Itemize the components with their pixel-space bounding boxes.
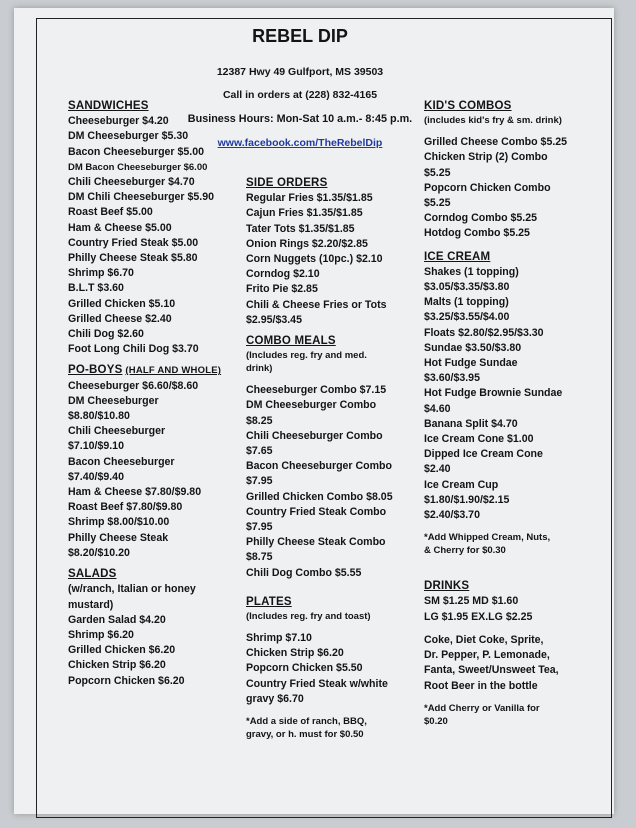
drink-sizes: SM $1.25 MD $1.60: [424, 595, 519, 608]
menu-item: DM Cheeseburger Combo: [246, 399, 377, 412]
ice-cream-addon: *Add Whipped Cream, Nuts,: [424, 532, 551, 544]
menu-item: Shrimp $6.20: [68, 628, 134, 641]
menu-item: Malts (1 topping): [424, 296, 509, 309]
menu-item: Popcorn Chicken Combo: [424, 181, 551, 194]
menu-item: Foot Long Chili Dog $3.70: [68, 343, 199, 356]
menu-item: Root Beer in the bottle: [424, 679, 538, 692]
menu-item: Floats $2.80/$2.95/$3.30: [424, 326, 544, 339]
plates-addon-2: gravy, or h. must for $0.50: [246, 729, 364, 741]
menu-item: Philly Cheese Steak $5.80: [68, 252, 198, 265]
menu-item: Regular Fries $1.35/$1.85: [246, 192, 373, 205]
menu-item: $1.80/$1.90/$2.15: [424, 493, 510, 506]
menu-item: Chicken Strip (2) Combo: [424, 151, 548, 164]
salads-note: (w/ranch, Italian or honey: [68, 583, 196, 596]
kids-combos-note: (includes kid's fry & sm. drink): [424, 115, 562, 127]
menu-item: Chicken Strip $6.20: [68, 659, 166, 672]
middle-column: [246, 176, 421, 741]
menu-item: $4.60: [424, 402, 451, 415]
menu-item: Chili Cheeseburger Combo: [246, 429, 383, 442]
menu-item: Hot Fudge Sundae: [424, 357, 518, 370]
menu-item: Ham & Cheese $5.00: [68, 221, 172, 234]
menu-item: Roast Beef $5.00: [68, 206, 153, 219]
menu-item: Country Fried Steak $5.00: [68, 236, 199, 249]
side-orders-list: [246, 191, 421, 328]
business-hours: Business Hours: Mon-Sat 10 a.m.- 8:45 p.m.: [187, 113, 413, 125]
menu-item: Onion Rings $2.20/$2.85: [246, 237, 368, 250]
combo-meals-note-2: drink): [246, 363, 273, 375]
plates-list: [246, 631, 421, 707]
menu-item: Cheeseburger $4.20: [68, 115, 169, 128]
salads-note-2: mustard): [68, 598, 114, 611]
menu-item: Coke, Diet Coke, Sprite,: [424, 633, 544, 646]
menu-item: $2.40/$3.70: [424, 509, 480, 522]
menu-item: Corn Nuggets (10pc.) $2.10: [246, 253, 383, 266]
combo-meals-heading: COMBO MEALS: [246, 335, 336, 348]
menu-item: Chili Dog Combo $5.55: [246, 566, 362, 579]
menu-item: Shrimp $8.00/$10.00: [68, 516, 170, 529]
drink-sizes-2: LG $1.95 EX.LG $2.25: [424, 610, 533, 623]
menu-item: $3.05/$3.35/$3.80: [424, 281, 510, 294]
menu-item: Ice Cream Cone $1.00: [424, 433, 534, 446]
menu-item: Chili Cheeseburger: [68, 425, 166, 438]
menu-item: $2.95/$3.45: [246, 313, 302, 326]
poboys-heading: PO-BOYS: [68, 364, 123, 377]
plates-addon: *Add a side of ranch, BBQ,: [246, 716, 367, 728]
menu-item: $8.20/$10.20: [68, 546, 130, 559]
menu-item: Country Fried Steak w/white: [246, 677, 388, 690]
menu-item: Bacon Cheeseburger $5.00: [68, 145, 205, 158]
menu-item: Ice Cream Cup: [424, 478, 499, 491]
menu-item: Country Fried Steak Combo: [246, 505, 387, 518]
menu-item: Hotdog Combo $5.25: [424, 227, 530, 240]
menu-item: Roast Beef $7.80/$9.80: [68, 501, 183, 514]
left-column: [68, 99, 243, 689]
menu-item: DM Bacon Cheeseburger $6.00: [68, 161, 208, 173]
menu-item: Corndog $2.10: [246, 268, 320, 281]
menu-item: Bacon Cheeseburger Combo: [246, 460, 392, 473]
menu-item: Popcorn Chicken $5.50: [246, 662, 363, 675]
menu-item: Chili Dog $2.60: [68, 328, 144, 341]
menu-item: Grilled Chicken $6.20: [68, 644, 176, 657]
address: 12387 Hwy 49 Gulfport, MS 39503: [216, 66, 384, 78]
restaurant-title: REBEL DIP: [252, 26, 348, 46]
drinks-heading: DRINKS: [424, 580, 470, 593]
ice-cream-heading: ICE CREAM: [424, 250, 491, 263]
menu-item: Cheeseburger Combo $7.15: [246, 384, 387, 397]
menu-item: Hot Fudge Brownie Sundae: [424, 387, 563, 400]
combo-meals-note: (Includes reg. fry and med.: [246, 350, 367, 362]
menu-item: $7.95: [246, 521, 273, 534]
facebook-link[interactable]: www.facebook.com/TheRebelDip: [217, 137, 383, 149]
menu-item: Bacon Cheeseburger: [68, 455, 175, 468]
phone: Call in orders at (228) 832-4165: [222, 89, 378, 101]
menu-item: $5.25: [424, 166, 451, 179]
menu-item: $3.60/$3.95: [424, 372, 480, 385]
menu-item: B.L.T $3.60: [68, 282, 124, 295]
menu-item: Grilled Chicken $5.10: [68, 297, 176, 310]
menu-item: Cheeseburger $6.60/$8.60: [68, 379, 199, 392]
menu-item: Banana Split $4.70: [424, 417, 518, 430]
menu-item: $7.40/$9.40: [68, 470, 124, 483]
menu-item: Grilled Chicken Combo $8.05: [246, 490, 393, 503]
ice-cream-list: [424, 265, 609, 523]
menu-item: Fanta, Sweet/Unsweet Tea,: [424, 664, 559, 677]
menu-item: $5.25: [424, 197, 451, 210]
menu-item: DM Cheeseburger $5.30: [68, 130, 189, 143]
right-column: [424, 99, 609, 728]
menu-item: DM Chili Cheeseburger $5.90: [68, 191, 215, 204]
menu-item: Garden Salad $4.20: [68, 613, 166, 626]
plates-heading: PLATES: [246, 595, 292, 608]
drinks-addon-2: $0.20: [424, 715, 448, 727]
menu-item: Shrimp $6.70: [68, 267, 134, 280]
menu-item: $2.40: [424, 463, 451, 476]
plates-note: (Includes reg. fry and toast): [246, 611, 371, 623]
menu-item: $8.25: [246, 414, 273, 427]
kids-combos-list: [424, 135, 609, 241]
menu-item: Corndog Combo $5.25: [424, 212, 538, 225]
menu-item: $7.10/$9.10: [68, 440, 124, 453]
menu-item: Dipped Ice Cream Cone: [424, 448, 543, 461]
menu-item: Chili & Cheese Fries or Tots: [246, 298, 387, 311]
menu-item: Chicken Strip $6.20: [246, 647, 344, 660]
sandwiches-list: [68, 114, 243, 357]
salads-heading: SALADS: [68, 568, 117, 581]
menu-item: Tater Tots $1.35/$1.85: [246, 222, 355, 235]
menu-item: Cajun Fries $1.35/$1.85: [246, 207, 363, 220]
menu-item: Dr. Pepper, P. Lemonade,: [424, 649, 550, 662]
menu-item: Chili Cheeseburger $4.70: [68, 176, 195, 189]
menu-item: Frito Pie $2.85: [246, 283, 318, 296]
menu-item: gravy $6.70: [246, 692, 304, 705]
menu-item: Ham & Cheese $7.80/$9.80: [68, 486, 202, 499]
drinks-list: [424, 633, 609, 694]
menu-item: DM Cheeseburger: [68, 394, 159, 407]
salads-list: [68, 613, 243, 689]
menu-item: Philly Cheese Steak Combo: [246, 536, 386, 549]
combo-meals-list: [246, 383, 421, 581]
menu-item: $7.65: [246, 445, 273, 458]
menu-item: Sundae $3.50/$3.80: [424, 341, 522, 354]
menu-item: Shakes (1 topping): [424, 265, 519, 278]
menu-item: Popcorn Chicken $6.20: [68, 674, 185, 687]
menu-item: $3.25/$3.55/$4.00: [424, 311, 510, 324]
kids-combos-heading: KID'S COMBOS: [424, 100, 512, 112]
poboys-list: [68, 379, 243, 561]
menu-item: Shrimp $7.10: [246, 632, 312, 645]
menu-item: $8.75: [246, 551, 273, 564]
ice-cream-addon-2: & Cherry for $0.30: [424, 545, 506, 557]
menu-item: Philly Cheese Steak: [68, 531, 169, 544]
menu-item: $8.80/$10.80: [68, 410, 130, 423]
side-orders-heading: SIDE ORDERS: [246, 177, 328, 189]
drinks-addon: *Add Cherry or Vanilla for: [424, 702, 540, 714]
sandwiches-heading: SANDWICHES: [68, 100, 149, 112]
menu-item: $7.95: [246, 475, 273, 488]
poboys-subheading: (HALF AND WHOLE): [125, 365, 222, 377]
menu-item: Grilled Cheese $2.40: [68, 312, 172, 325]
menu-item: Grilled Cheese Combo $5.25: [424, 136, 568, 149]
